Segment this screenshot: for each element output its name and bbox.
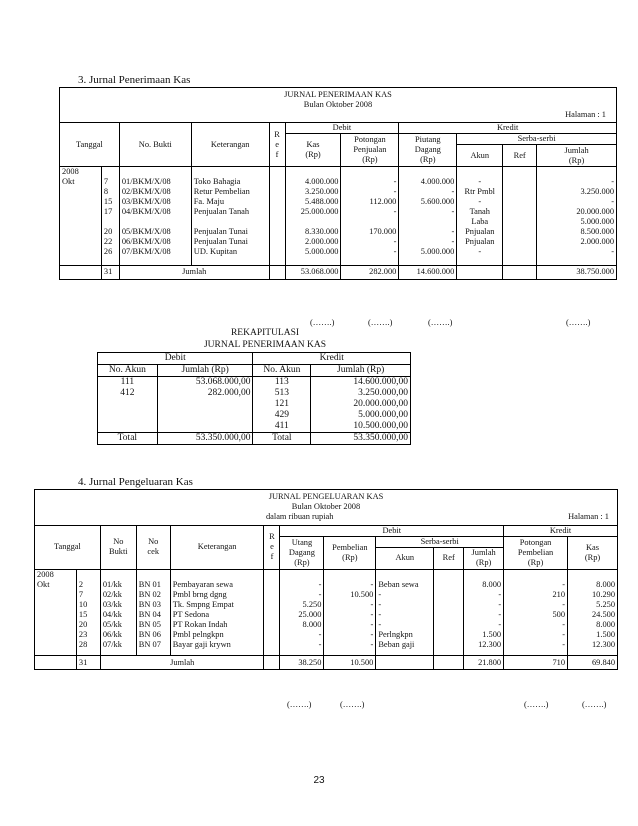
- recap-kredit-header: Kredit: [253, 353, 411, 365]
- cell-keterangan: Tk. Smpng Empat: [170, 600, 264, 610]
- h-ref2: Ref: [503, 145, 537, 167]
- cell-cek: BN 04: [136, 610, 170, 620]
- dots4-kas: (…….): [582, 700, 607, 709]
- cell-kas: 25.000.000: [285, 207, 341, 217]
- cell-cek: BN 01: [136, 580, 170, 590]
- cell-jumlah: -: [464, 590, 504, 600]
- h4-tanggal: Tanggal: [35, 525, 101, 569]
- cell-day: 20: [101, 227, 119, 237]
- cell-akun: -: [376, 600, 434, 610]
- cell-kas: 8.000: [568, 620, 618, 630]
- cell-jumlah: 8.000: [464, 580, 504, 590]
- cell-ref: [269, 227, 285, 237]
- cell-keterangan: Penjualan Tunai: [191, 237, 269, 247]
- cell-day: [101, 217, 119, 227]
- recap-debit-akun: 111: [98, 377, 158, 389]
- h-tanggal: Tanggal: [60, 123, 120, 167]
- cell-ref2: [503, 247, 537, 257]
- cell-ref2: [434, 600, 464, 610]
- page-number: 23: [313, 775, 325, 786]
- h4-jumlah: Jumlah (Rp): [464, 547, 504, 569]
- cell-month: [35, 590, 77, 600]
- dots-jumlah: (…….): [566, 318, 591, 327]
- total4-jumlah: 21.800: [464, 656, 504, 670]
- cell-ref2: [503, 237, 537, 247]
- table-row: [60, 177, 617, 187]
- cell-bukti: 06/kk: [100, 630, 136, 640]
- cell-bukti: 02/BKM/X/08: [119, 187, 191, 197]
- cell-keterangan: Pmbl brng dgng: [170, 590, 264, 600]
- cell-keterangan: Fa. Maju: [191, 197, 269, 207]
- cell-potongan: -: [504, 630, 568, 640]
- cell-ref: [264, 640, 280, 650]
- total4-potongan: 710: [504, 656, 568, 670]
- cell-jumlah: -: [537, 197, 617, 207]
- table-row: [60, 207, 617, 217]
- cell-utang: -: [280, 630, 324, 640]
- h-kredit: Kredit: [399, 123, 617, 134]
- h4-ref2: Ref: [434, 547, 464, 569]
- recap-debit-akun: [98, 421, 158, 433]
- cell-ref: [269, 197, 285, 207]
- cell-ref2: [434, 620, 464, 630]
- recap-jumlah-k: Jumlah (Rp): [311, 365, 411, 377]
- table-row: [35, 620, 618, 630]
- recap-debit-jumlah: [157, 410, 253, 421]
- cell-bukti: 06/BKM/X/08: [119, 237, 191, 247]
- cell-jumlah: -: [537, 177, 617, 187]
- cell-jumlah: 5.000.000: [537, 217, 617, 227]
- recap-jumlah-d: Jumlah (Rp): [157, 365, 253, 377]
- cell-pembelian: -: [324, 610, 376, 620]
- recap-kredit-jumlah: 14.600.000,00: [311, 377, 411, 389]
- table-row: [35, 610, 618, 620]
- cell-potongan: -: [341, 187, 399, 197]
- cell-cek: BN 03: [136, 600, 170, 610]
- recap-debit-total: 53.350.000,00: [157, 433, 253, 445]
- h4-pembelian: Pembelian (Rp): [324, 536, 376, 569]
- sec4-page: Halaman : 1: [376, 512, 618, 522]
- recap-kredit-akun: 121: [253, 399, 311, 410]
- h-akun: Akun: [457, 145, 503, 167]
- cell-cek: BN 02: [136, 590, 170, 600]
- cell-ref2: [503, 187, 537, 197]
- h4-kredit: Kredit: [504, 525, 618, 536]
- cell-potongan: [341, 217, 399, 227]
- cell-ref: [269, 177, 285, 187]
- cell-piutang: 5.600.000: [399, 197, 457, 207]
- table-row: [35, 640, 618, 650]
- recap-kredit-akun: 429: [253, 410, 311, 421]
- cell-ref: [264, 620, 280, 630]
- cell-kas: 8.000: [568, 580, 618, 590]
- recap-kredit-jumlah: 20.000.000,00: [311, 399, 411, 410]
- cell-ref2: [503, 227, 537, 237]
- cell-akun: Tanah: [457, 207, 503, 217]
- cell-kas: 4.000.000: [285, 177, 341, 187]
- table-row: [60, 217, 617, 227]
- cell-jumlah: -: [537, 247, 617, 257]
- cell-bukti: 01/BKM/X/08: [119, 177, 191, 187]
- cell-akun: -: [376, 590, 434, 600]
- cell-bukti: 05/kk: [100, 620, 136, 630]
- cell-month: [60, 197, 102, 207]
- cell-month: [60, 237, 102, 247]
- cell-kas: 2.000.000: [285, 237, 341, 247]
- sec3-page: Halaman : 1: [60, 110, 617, 123]
- cell-keterangan: Retur Pembelian: [191, 187, 269, 197]
- jurnal-pengeluaran-kas-table: [34, 489, 618, 670]
- cell-ref: [269, 237, 285, 247]
- section-4-heading: 4. Jurnal Pengeluaran Kas: [78, 476, 193, 488]
- cell-month: [60, 187, 102, 197]
- dots-potongan: (…….): [368, 318, 393, 327]
- recap-debit-akun: 412: [98, 388, 158, 399]
- cell-month: [60, 247, 102, 257]
- h4-debit: Debit: [280, 525, 504, 536]
- cell-day: 10: [76, 600, 100, 610]
- cell-ref: [264, 600, 280, 610]
- total4-label: Jumlah: [100, 656, 264, 670]
- cell-utang: -: [280, 580, 324, 590]
- cell-kas: 3.250.000: [285, 187, 341, 197]
- cell-akun: Laba: [457, 217, 503, 227]
- h4-no-bukti: No Bukti: [100, 525, 136, 569]
- section-3-heading: 3. Jurnal Penerimaan Kas: [78, 74, 191, 86]
- list-item: [98, 388, 411, 399]
- cell-potongan: 112.000: [341, 197, 399, 207]
- cell-pembelian: -: [324, 600, 376, 610]
- jurnal-penerimaan-kas-table: [59, 87, 617, 280]
- cell-potongan: -: [504, 640, 568, 650]
- cell-utang: -: [280, 640, 324, 650]
- cell-keterangan: Bayar gaji krywn: [170, 640, 264, 650]
- cell-bukti: 04/BKM/X/08: [119, 207, 191, 217]
- cell-pembelian: -: [324, 630, 376, 640]
- cell-month: Okt: [35, 580, 77, 590]
- cell-day: 20: [76, 620, 100, 630]
- cell-jumlah: -: [464, 600, 504, 610]
- cell-ref2: [434, 640, 464, 650]
- sec4-title: JURNAL PENGELUARAN KAS: [35, 490, 618, 503]
- cell-ref2: [503, 197, 537, 207]
- recap-kredit-akun: 411: [253, 421, 311, 433]
- h-jumlah: Jumlah (Rp): [537, 145, 617, 167]
- cell-ref: [264, 580, 280, 590]
- table-row: [60, 187, 617, 197]
- total4-kas: 69.840: [568, 656, 618, 670]
- total-label: Jumlah: [119, 265, 269, 279]
- recap-debit-jumlah: 53.068.000,00: [157, 377, 253, 389]
- cell-jumlah: 2.000.000: [537, 237, 617, 247]
- cell-day: 22: [101, 237, 119, 247]
- cell-month: Okt: [60, 177, 102, 187]
- dots4-utang: (…….): [287, 700, 312, 709]
- cell-month: [60, 207, 102, 217]
- cell-month: [35, 630, 77, 640]
- cell-bukti: 01/kk: [100, 580, 136, 590]
- sec3-subtitle: Bulan Oktober 2008: [60, 100, 617, 110]
- recap-subtitle: JURNAL PENERIMAAN KAS: [203, 340, 327, 350]
- cell-kas: 1.500: [568, 630, 618, 640]
- total4-utang: 38.250: [280, 656, 324, 670]
- cell-bukti: 03/kk: [100, 600, 136, 610]
- cell-kas: 8.330.000: [285, 227, 341, 237]
- h4-akun: Akun: [376, 547, 434, 569]
- cell-utang: 25.000: [280, 610, 324, 620]
- cell-bukti: [119, 217, 191, 227]
- cell-akun: -: [457, 247, 503, 257]
- total-potongan: 282.000: [341, 265, 399, 279]
- cell-cek: BN 07: [136, 640, 170, 650]
- year-cell: 2008: [60, 167, 102, 178]
- cell-bukti: 03/BKM/X/08: [119, 197, 191, 207]
- recap-kredit-jumlah: 10.500.000,00: [311, 421, 411, 433]
- cell-keterangan: Toko Bahagia: [191, 177, 269, 187]
- cell-keterangan: Pmbl pelngkpn: [170, 630, 264, 640]
- cell-day: 7: [101, 177, 119, 187]
- cell-kas: 5.488.000: [285, 197, 341, 207]
- recap-kredit-akun: 113: [253, 377, 311, 389]
- cell-pembelian: 10.500: [324, 590, 376, 600]
- cell-ref: [269, 187, 285, 197]
- cell-piutang: -: [399, 207, 457, 217]
- cell-day: 17: [101, 207, 119, 217]
- cell-keterangan: [191, 217, 269, 227]
- cell-ref2: [503, 217, 537, 227]
- recap-kredit-jumlah: 3.250.000,00: [311, 388, 411, 399]
- cell-akun: Beban gaji: [376, 640, 434, 650]
- cell-bukti: 04/kk: [100, 610, 136, 620]
- cell-ref: [269, 247, 285, 257]
- cell-keterangan: Penjualan Tunai: [191, 227, 269, 237]
- cell-akun: Pnjualan: [457, 227, 503, 237]
- cell-jumlah: 20.000.000: [537, 207, 617, 217]
- cell-jumlah: 8.500.000: [537, 227, 617, 237]
- cell-ref2: [434, 590, 464, 600]
- cell-akun: -: [457, 197, 503, 207]
- h-serba: Serba-serbi: [457, 134, 617, 145]
- cell-piutang: [399, 217, 457, 227]
- h4-serba: Serba-serbi: [376, 536, 504, 547]
- list-item: [98, 410, 411, 421]
- sec4-subtitle: Bulan Oktober 2008: [35, 502, 618, 512]
- recap-debit-jumlah: [157, 399, 253, 410]
- cell-akun: Pnjualan: [457, 237, 503, 247]
- h4-no-cek: No cek: [136, 525, 170, 569]
- recap-kredit-akun: 513: [253, 388, 311, 399]
- recap-total-label: Total: [98, 433, 158, 445]
- cell-keterangan: PT Rokan Indah: [170, 620, 264, 630]
- recap-total-label-k: Total: [253, 433, 311, 445]
- cell-potongan: -: [341, 207, 399, 217]
- cell-ref2: [434, 630, 464, 640]
- cell-day: 2: [76, 580, 100, 590]
- list-item: [98, 399, 411, 410]
- recap-debit-header: Debit: [98, 353, 253, 365]
- cell-potongan: -: [504, 600, 568, 610]
- h4-ref: R e f: [264, 525, 280, 569]
- cell-potongan: -: [504, 580, 568, 590]
- cell-akun: Rtr Pmbl: [457, 187, 503, 197]
- cell-potongan: 210: [504, 590, 568, 600]
- cell-ref: [264, 590, 280, 600]
- recap-title: REKAPITULASI: [230, 328, 300, 338]
- cell-jumlah: -: [464, 610, 504, 620]
- table-row: [60, 237, 617, 247]
- cell-potongan: 500: [504, 610, 568, 620]
- cell-potongan: -: [341, 237, 399, 247]
- year-cell-4: 2008: [35, 569, 77, 580]
- list-item: [98, 377, 411, 389]
- table-row: [35, 630, 618, 640]
- h-ref: R e f: [269, 123, 285, 167]
- cell-bukti: 07/BKM/X/08: [119, 247, 191, 257]
- cell-jumlah: 3.250.000: [537, 187, 617, 197]
- cell-day: 28: [76, 640, 100, 650]
- cell-ref: [269, 217, 285, 227]
- total4-day: 31: [76, 656, 100, 670]
- h-piutang: Piutang Dagang (Rp): [399, 134, 457, 167]
- dots-piutang: (…….): [428, 318, 453, 327]
- cell-akun: Beban sewa: [376, 580, 434, 590]
- total-day: 31: [101, 265, 119, 279]
- table-row: [60, 227, 617, 237]
- cell-piutang: -: [399, 187, 457, 197]
- dots4-potongan: (…….): [524, 700, 549, 709]
- table-row: [60, 197, 617, 207]
- rekapitulasi-table: [97, 352, 411, 445]
- cell-jumlah: 12.300: [464, 640, 504, 650]
- cell-day: 15: [101, 197, 119, 207]
- cell-piutang: -: [399, 237, 457, 247]
- cell-ref: [264, 630, 280, 640]
- cell-utang: -: [280, 590, 324, 600]
- cell-ref2: [434, 610, 464, 620]
- cell-keterangan: Penjualan Tanah: [191, 207, 269, 217]
- recap-debit-jumlah: 282.000,00: [157, 388, 253, 399]
- cell-ref2: [434, 580, 464, 590]
- h-potongan: Potongan Penjualan (Rp): [341, 134, 399, 167]
- cell-ref2: [503, 177, 537, 187]
- h4-potongan: Potongan Pembelian (Rp): [504, 536, 568, 569]
- h4-keterangan: Keterangan: [170, 525, 264, 569]
- cell-keterangan: UD. Kupitan: [191, 247, 269, 257]
- cell-kas: 5.250: [568, 600, 618, 610]
- h-kas: Kas (Rp): [285, 134, 341, 167]
- cell-month: [35, 640, 77, 650]
- list-item: [98, 421, 411, 433]
- cell-piutang: 4.000.000: [399, 177, 457, 187]
- total-kas: 53.068.000: [285, 265, 341, 279]
- cell-ref: [269, 207, 285, 217]
- cell-cek: BN 06: [136, 630, 170, 640]
- cell-bukti: 02/kk: [100, 590, 136, 600]
- cell-day: 23: [76, 630, 100, 640]
- cell-akun: -: [457, 177, 503, 187]
- h-keterangan: Keterangan: [191, 123, 269, 167]
- dots4-pembelian: (…….): [340, 700, 365, 709]
- h4-kas: Kas (Rp): [568, 536, 618, 569]
- h4-utang: Utang Dagang (Rp): [280, 536, 324, 569]
- cell-bukti: 07/kk: [100, 640, 136, 650]
- cell-piutang: 5.000.000: [399, 247, 457, 257]
- cell-ref2: [503, 207, 537, 217]
- cell-month: [60, 227, 102, 237]
- cell-cek: BN 05: [136, 620, 170, 630]
- h-debit: Debit: [285, 123, 399, 134]
- cell-pembelian: -: [324, 640, 376, 650]
- h-no-bukti: No. Bukti: [119, 123, 191, 167]
- table-row: [35, 580, 618, 590]
- cell-day: 7: [76, 590, 100, 600]
- sec4-subtitle2: dalam ribuan rupiah: [265, 512, 334, 521]
- cell-kas: [285, 217, 341, 227]
- cell-month: [60, 217, 102, 227]
- cell-keterangan: Pembayaran sewa: [170, 580, 264, 590]
- total4-pembelian: 10.500: [324, 656, 376, 670]
- cell-kas: 10.290: [568, 590, 618, 600]
- table-row: [60, 247, 617, 257]
- cell-kas: 24.500: [568, 610, 618, 620]
- cell-potongan: -: [341, 247, 399, 257]
- cell-day: 8: [101, 187, 119, 197]
- cell-month: [35, 610, 77, 620]
- cell-kas: 5.000.000: [285, 247, 341, 257]
- recap-kredit-jumlah: 5.000.000,00: [311, 410, 411, 421]
- cell-ref: [264, 610, 280, 620]
- cell-akun: Perlngkpn: [376, 630, 434, 640]
- cell-day: 26: [101, 247, 119, 257]
- cell-bukti: 05/BKM/X/08: [119, 227, 191, 237]
- cell-jumlah: -: [464, 620, 504, 630]
- table-row: [35, 590, 618, 600]
- recap-debit-akun: [98, 410, 158, 421]
- cell-potongan: 170.000: [341, 227, 399, 237]
- cell-keterangan: PT Sedona: [170, 610, 264, 620]
- table-row: [35, 600, 618, 610]
- cell-utang: 5.250: [280, 600, 324, 610]
- dots-kas: (…….): [310, 318, 335, 327]
- cell-pembelian: -: [324, 620, 376, 630]
- cell-utang: 8.000: [280, 620, 324, 630]
- cell-day: 15: [76, 610, 100, 620]
- cell-month: [35, 600, 77, 610]
- recap-debit-jumlah: [157, 421, 253, 433]
- total-jumlah: 38.750.000: [537, 265, 617, 279]
- cell-akun: -: [376, 610, 434, 620]
- recap-noakun-k: No. Akun: [253, 365, 311, 377]
- sec3-title: JURNAL PENERIMAAN KAS: [60, 88, 617, 101]
- recap-kredit-total: 53.350.000,00: [311, 433, 411, 445]
- cell-potongan: -: [341, 177, 399, 187]
- cell-kas: 12.300: [568, 640, 618, 650]
- cell-potongan: -: [504, 620, 568, 630]
- recap-noakun-d: No. Akun: [98, 365, 158, 377]
- total-piutang: 14.600.000: [399, 265, 457, 279]
- cell-piutang: -: [399, 227, 457, 237]
- cell-jumlah: 1.500: [464, 630, 504, 640]
- cell-pembelian: -: [324, 580, 376, 590]
- recap-debit-akun: [98, 399, 158, 410]
- cell-month: [35, 620, 77, 630]
- cell-akun: -: [376, 620, 434, 630]
